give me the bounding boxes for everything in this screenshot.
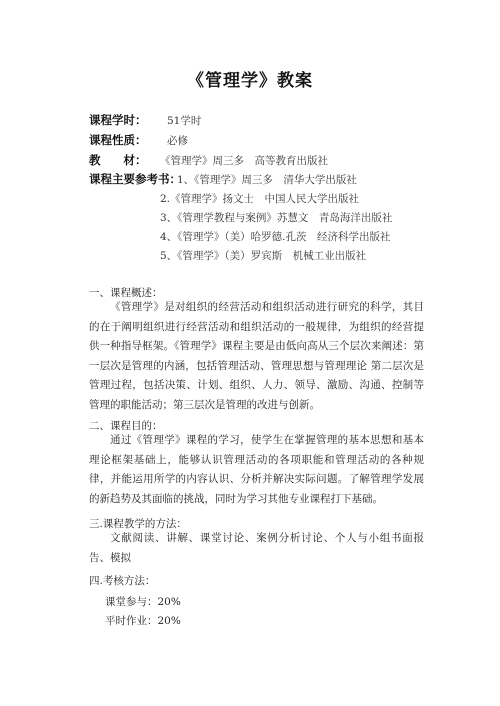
section-heading-overview: 一、课程概述： (89, 287, 163, 299)
hours-label: 课程学时： (89, 113, 147, 127)
hours-value: 51学时 (167, 115, 202, 127)
assessment-item: 平时作业：20% (105, 615, 181, 627)
textbook-value: 《管理学》周三多 高等教育出版社 (160, 155, 328, 167)
page-title: 《管理学》教案 (187, 71, 313, 91)
reference-item: 1、《管理学》周三多 清华大学出版社 (177, 174, 357, 186)
goal-paragraph: 通过《管理学》课程的学习，使学生在掌握管理的基本思想和基本理论框架基础上，能够认识管理活动的各项职能和管理活动的各种规律，并能运用所学的内容认识、分析并解决实际问题。了解管理学发展的新趋势及其面临的挑战，同时为学习其他专业课程打下基础。 (89, 434, 424, 505)
reference-item: 2.《管理学》扬文士 中国人民大学出版社 (160, 193, 360, 205)
reference-item: 4、《管理学》（美）哈罗德.孔茨 经济科学出版社 (160, 231, 391, 243)
overview-paragraph: 《管理学》是对组织的经营活动和组织活动进行研究的科学，其目的在于阐明组织进行经营活动和组织活动的一般规律，为组织的经营提供一种指导框架。《管理学》课程主要是由低向高从三个层次来阐述：第一层次是管理的内涵，包括管理活动、管理思想与管理理论 第二层次是管理过程，包括决策、计划、组织、人力、领导、激励、沟通、控制等管理的职能活动；第三层次是管理的改进与创新。 (89, 301, 424, 411)
section-heading-assessment: 四.考核方法： (89, 575, 156, 587)
method-paragraph: 文献阅读、讲解、课堂讨论、案例分析讨论、个人与小组书面报告、模拟 (89, 532, 424, 564)
references-label: 课程主要参考书： (89, 172, 181, 186)
nature-value: 必修 (167, 135, 188, 147)
section-heading-method: 三.课程教学的方法： (89, 518, 187, 530)
reference-item: 3、《管理学教程与案例》苏慧文 青岛海洋出版社 (160, 212, 393, 224)
reference-item: 5、《管理学》（美）罗宾斯 机械工业出版社 (160, 250, 367, 262)
textbook-label: 教 材： (89, 153, 147, 167)
section-heading-goal: 二、课程目的： (89, 420, 163, 432)
assessment-item: 课堂参与：20% (105, 596, 181, 608)
nature-label: 课程性质： (89, 133, 147, 147)
